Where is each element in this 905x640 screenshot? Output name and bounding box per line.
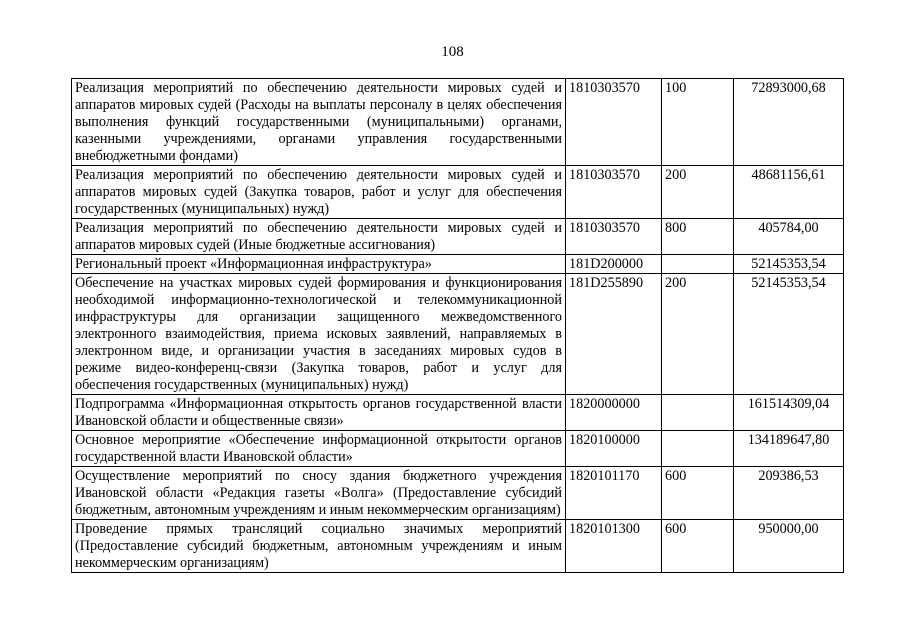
table-row	[72, 520, 844, 573]
row-description: Реализация мероприятий по обеспечению деятельности мировых судей и аппаратов мировых судей (Иные бюджетные ассигнования)	[72, 219, 566, 255]
row-target-code: 1810303570	[566, 79, 662, 166]
table-row	[72, 274, 844, 395]
row-expense-type: 200	[662, 166, 734, 219]
row-expense-type: 600	[662, 467, 734, 520]
table-row	[72, 255, 844, 274]
row-expense-type: 800	[662, 219, 734, 255]
row-description: Основное мероприятие «Обеспечение информационной открытости органов государственной власти Ивановской области»	[72, 431, 566, 467]
row-expense-type: 100	[662, 79, 734, 166]
row-description: Реализация мероприятий по обеспечению деятельности мировых судей и аппаратов мировых судей (Расходы на выплаты персоналу в целях обеспечения выполнения функций государственными (муниципальными) органами, казенными учреждениями, органами управления государственными внебюджетными фондами)	[72, 79, 566, 166]
row-target-code: 1820101170	[566, 467, 662, 520]
row-amount: 209386,53	[734, 467, 844, 520]
row-amount: 72893000,68	[734, 79, 844, 166]
row-expense-type: 200	[662, 274, 734, 395]
row-expense-type	[662, 431, 734, 467]
row-target-code: 181D200000	[566, 255, 662, 274]
row-target-code: 1810303570	[566, 166, 662, 219]
row-expense-type	[662, 395, 734, 431]
row-description: Подпрограмма «Информационная открытость органов государственной власти Ивановской области и общественные связи»	[72, 395, 566, 431]
row-target-code: 1820100000	[566, 431, 662, 467]
row-description: Проведение прямых трансляций социально значимых мероприятий (Предоставление субсидий бюджетным, автономным учреждениям и иным некоммерческим организациям)	[72, 520, 566, 573]
page-number: 108	[441, 44, 464, 60]
row-description: Обеспечение на участках мировых судей формирования и функционирования необходимой информационно-технологической и телекоммуникационной инфраструктуры для организации защищенного межведомственного электронного взаимодействия, приема исковых заявлений, направляемых в электронном виде, и организации участия в заседаниях мировых судов в режиме видео-конференц-связи (Закупка товаров, работ и услуг для обеспечения государственных (муниципальных) нужд)	[72, 274, 566, 395]
row-description: Региональный проект «Информационная инфраструктура»	[72, 255, 566, 274]
row-description: Осуществление мероприятий по сносу здания бюджетного учреждения Ивановской области «Редакция газеты «Волга» (Предоставление субсидий бюджетным, автономным учреждениям и иным некоммерческим организациям)	[72, 467, 566, 520]
row-description: Реализация мероприятий по обеспечению деятельности мировых судей и аппаратов мировых судей (Закупка товаров, работ и услуг для обеспечения государственных (муниципальных) нужд)	[72, 166, 566, 219]
row-amount: 52145353,54	[734, 274, 844, 395]
row-expense-type: 600	[662, 520, 734, 573]
table-row	[72, 166, 844, 219]
table-row	[72, 219, 844, 255]
table-row	[72, 79, 844, 166]
table-row	[72, 467, 844, 520]
row-expense-type	[662, 255, 734, 274]
row-target-code: 1810303570	[566, 219, 662, 255]
row-amount: 405784,00	[734, 219, 844, 255]
table-row	[72, 431, 844, 467]
row-target-code: 181D255890	[566, 274, 662, 395]
table-row	[72, 395, 844, 431]
row-amount: 950000,00	[734, 520, 844, 573]
row-amount: 161514309,04	[734, 395, 844, 431]
row-amount: 134189647,80	[734, 431, 844, 467]
row-target-code: 1820101300	[566, 520, 662, 573]
row-amount: 48681156,61	[734, 166, 844, 219]
row-amount: 52145353,54	[734, 255, 844, 274]
budget-table	[71, 78, 844, 573]
row-target-code: 1820000000	[566, 395, 662, 431]
